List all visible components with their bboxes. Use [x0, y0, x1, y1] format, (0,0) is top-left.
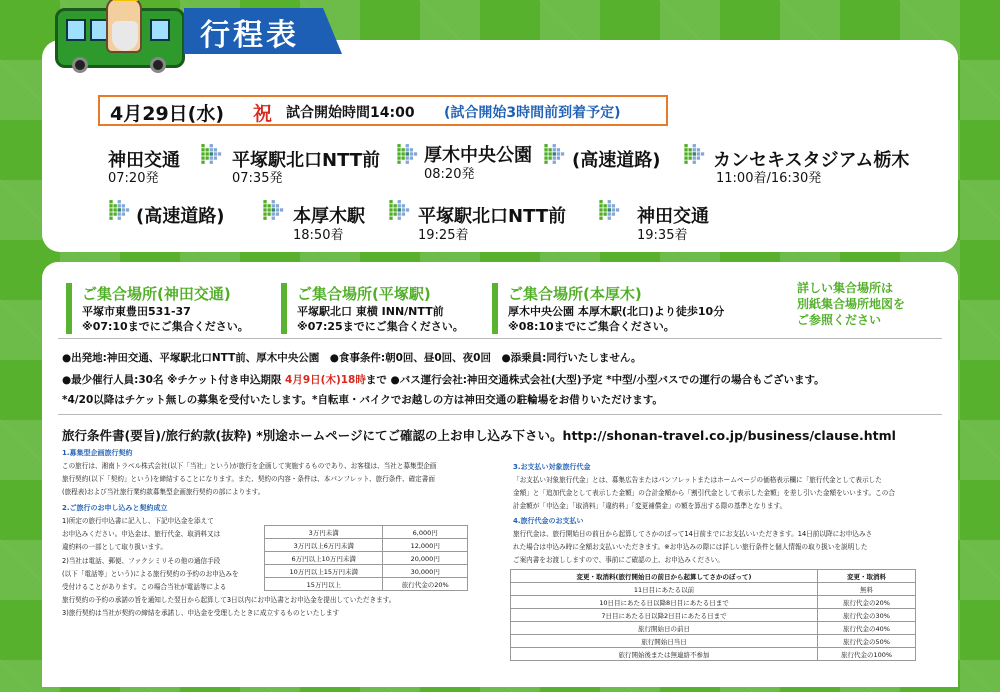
table-cell: 旅行代金の100%	[817, 648, 915, 661]
route-time: 19:35着	[637, 228, 688, 243]
route-stop: 平塚駅北口NTT前	[418, 206, 567, 227]
condition-line: *4/20以降はチケット無しの募集を受付いたします。*自転車・バイクでお越しの方は神田交通の駐輪場をお借りいただけます。	[62, 394, 663, 406]
terms-line: 計金額が「申込金」「取消料」「違約料」「変更補償金」の額を算出する際の基準となります。	[513, 502, 787, 511]
table-cell: 旅行開始後または無連絡不参加	[511, 648, 818, 661]
table-cell: 10日目にあたる日以降8日目にあたる日まで	[511, 596, 818, 609]
route-arrow-icon	[388, 197, 410, 221]
table-cell: 旅行開始日当日	[511, 635, 818, 648]
table-row	[265, 565, 468, 578]
divider	[58, 338, 942, 339]
route-time: 11:00着/16:30発	[716, 171, 822, 186]
cancellation-table	[510, 569, 916, 661]
meeting-deadline: ※07:25までにご集合ください。	[297, 320, 464, 333]
table-cell: 旅行代金の20%	[817, 596, 915, 609]
meeting-heading: ご集合場所(神田交通)	[82, 285, 231, 303]
table-row	[511, 609, 916, 622]
table-cell: 7日目にあたる日以降2日目にあたる日まで	[511, 609, 818, 622]
table-row	[265, 539, 468, 552]
table-cell: 20,000円	[383, 552, 468, 565]
meeting-place-honatsugi	[492, 283, 724, 334]
terms-section-heading: 2.ご旅行のお申し込みと契約成立	[62, 504, 168, 512]
table-row	[511, 622, 916, 635]
terms-section-heading: 4.旅行代金のお支払い	[513, 517, 584, 525]
divider	[58, 414, 942, 415]
map-note: 詳しい集合場所は 別紙集合場所地図を ご参照ください	[797, 281, 906, 327]
meeting-deadline: ※07:10までにご集合ください。	[82, 320, 249, 333]
terms-section-heading: 3.お支払い対象旅行代金	[513, 463, 591, 471]
deadline-highlight: 4月9日(木)18時	[285, 374, 366, 386]
route-time: 19:25着	[418, 228, 469, 243]
terms-line: ご案内書をお渡ししますので、事前にご確認の上、お申込みください。	[513, 556, 724, 565]
table-header-cell: 変更・取消料	[817, 570, 915, 583]
table-cell: 30,000円	[383, 565, 468, 578]
terms-line: お申込みください。申込金は、旅行代金、取消料又は	[62, 530, 221, 539]
terms-title: 旅行条件書(要旨)/旅行約款(抜粋) *別途ホームページにてご確認の上お申し込み下さい。http://shonan-travel.co.jp/business/clause.html	[62, 428, 896, 443]
terms-line: 受付けることがあります。この場合当社が電話等による	[62, 583, 227, 591]
meeting-heading: ご集合場所(平塚駅)	[297, 285, 431, 303]
route-arrow-icon	[108, 197, 130, 221]
route-stop: 本厚木駅	[293, 206, 365, 227]
terms-line: 違約料の一部として取り扱います。	[62, 543, 167, 552]
page-title: 行程表	[200, 18, 299, 53]
table-row	[265, 578, 468, 591]
kickoff-time: 試合開始時間14:00	[286, 105, 415, 121]
terms-line: 2)当社は電話、郵便、ファクシミリその他の通信手段	[62, 556, 221, 565]
table-cell: 6,000円	[383, 526, 468, 539]
table-cell: 15万円以上	[265, 578, 383, 591]
meeting-place-kanda	[66, 283, 249, 334]
route-stop: 厚木中央公園	[424, 145, 532, 166]
table-cell: 3万円未満	[265, 526, 383, 539]
table-row	[511, 635, 916, 648]
table-cell: 旅行代金の30%	[817, 609, 915, 622]
meeting-place-hiratsuka	[281, 283, 464, 334]
condition-line: ●出発地:神田交通、平塚駅北口NTT前、厚木中央公園 ●食事条件:朝0回、昼0回、夜0回 ●添乗員:同行いたしません。	[62, 352, 642, 364]
table-cell: 12,000円	[383, 539, 468, 552]
terms-line: 「お支払い対象旅行代金」とは、募集広告またはパンフレットまたはホームページの価格表示欄に「旅行代金として表示した	[513, 476, 882, 484]
terms-line: この旅行は、湘南トラベル株式会社(以下「当社」という)が旅行を企画して実施するものであり、お客様は、当社と募集型企画	[62, 462, 437, 470]
table-row	[511, 596, 916, 609]
route-stop: (高速道路)	[572, 150, 661, 171]
terms-line: 旅行契約の予約の承諾の旨を通知した翌日から起算して3日以内にお申込書とお申込金を提出していただきます。	[62, 596, 396, 605]
route-arrow-icon	[262, 197, 284, 221]
route-arrow-icon	[200, 141, 222, 165]
terms-line: 1)所定の旅行申込書に記入し、下記申込金を添えて	[62, 517, 214, 525]
holiday-mark: 祝	[253, 103, 273, 125]
table-cell: 旅行代金の40%	[817, 622, 915, 635]
terms-line: 旅行代金は、旅行開始日の前日から起算してさかのぼって14日前までにお支払いいただきます。14日前以降にお申込みさ	[513, 530, 873, 538]
table-header-cell: 変更・取消料(旅行開始日の前日から起算してさかのぼって)	[511, 570, 818, 583]
route-stop: 神田交通	[108, 150, 180, 171]
route-time: 18:50着	[293, 228, 344, 243]
table-header	[511, 570, 916, 583]
table-row	[511, 648, 916, 661]
terms-line: 金額」と「追加代金として表示した金額」の合計金額から「割引代金として表示した金額」を差し引いた金額をいいます。この合	[513, 489, 895, 498]
route-time: 07:20発	[108, 171, 159, 186]
arrival-note: (試合開始3時間前到着予定)	[444, 105, 621, 121]
date-box	[98, 95, 668, 126]
terms-line: (以下「電話等」という)による旅行契約の予約のお申込みを	[62, 569, 239, 578]
terms-line: 旅行契約(以下「契約」という)を締結することになります。また、契約の内容・条件は、本パンフレット、旅行条件、確定書面	[62, 475, 435, 484]
table-row	[265, 526, 468, 539]
meeting-heading: ご集合場所(本厚木)	[508, 285, 642, 303]
route-stop: カンセキスタジアム栃木	[713, 150, 910, 171]
table-cell: 10万円以上15万円未満	[265, 565, 383, 578]
meeting-deadline: ※08:10までにご集合ください。	[508, 320, 675, 333]
event-date: 4月29日(水)	[110, 103, 225, 125]
table-row	[265, 552, 468, 565]
route-stop: (高速道路)	[136, 206, 225, 227]
route-arrow-icon	[543, 141, 565, 165]
table-cell: 6万円以上10万円未満	[265, 552, 383, 565]
table-cell: 11日目にあたる以前	[511, 583, 818, 596]
deposit-table	[264, 525, 468, 591]
route-stop: 平塚駅北口NTT前	[232, 150, 381, 171]
route-arrow-icon	[598, 197, 620, 221]
table-cell: 旅行代金の20%	[383, 578, 468, 591]
terms-line: れた場合は申込み時に全額お支払いいただきます。※お申込みの際には詳しい旅行条件と個人情報の取り扱いを説明した	[513, 543, 868, 552]
terms-section-heading: 1.募集型企画旅行契約	[62, 449, 133, 457]
table-cell: 無料	[817, 583, 915, 596]
route-time: 07:35発	[232, 171, 283, 186]
meeting-address: 厚木中央公園 本厚木駅(北口)より徒歩10分	[508, 305, 725, 318]
route-arrow-icon	[683, 141, 705, 165]
table-cell: 旅行代金の50%	[817, 635, 915, 648]
terms-line: (旅程表)および当社旅行業約款募集型企画旅行契約の部によります。	[62, 488, 265, 497]
meeting-address: 平塚市東豊田531-37	[82, 305, 191, 318]
meeting-address: 平塚駅北口 東横 INN/NTT前	[297, 305, 444, 318]
route-stop: 神田交通	[637, 206, 709, 227]
route-arrow-icon	[396, 141, 418, 165]
table-cell: 3万円以上6万円未満	[265, 539, 383, 552]
table-row	[511, 583, 916, 596]
table-cell: 旅行開始日の前日	[511, 622, 818, 635]
terms-line: 3)旅行契約は当社が契約の締結を承諾し、申込金を受理したときに成立するものといたします	[62, 609, 340, 618]
bus-mascot-illustration	[55, 8, 185, 68]
condition-line: ●最少催行人員:30名 ※チケット付き申込期限 4月9日(木)18時まで ●バス運行会社:神田交通株式会社(大型)予定 *中型/小型バスでの運行の場合もございます。	[62, 374, 825, 386]
route-time: 08:20発	[424, 167, 475, 182]
